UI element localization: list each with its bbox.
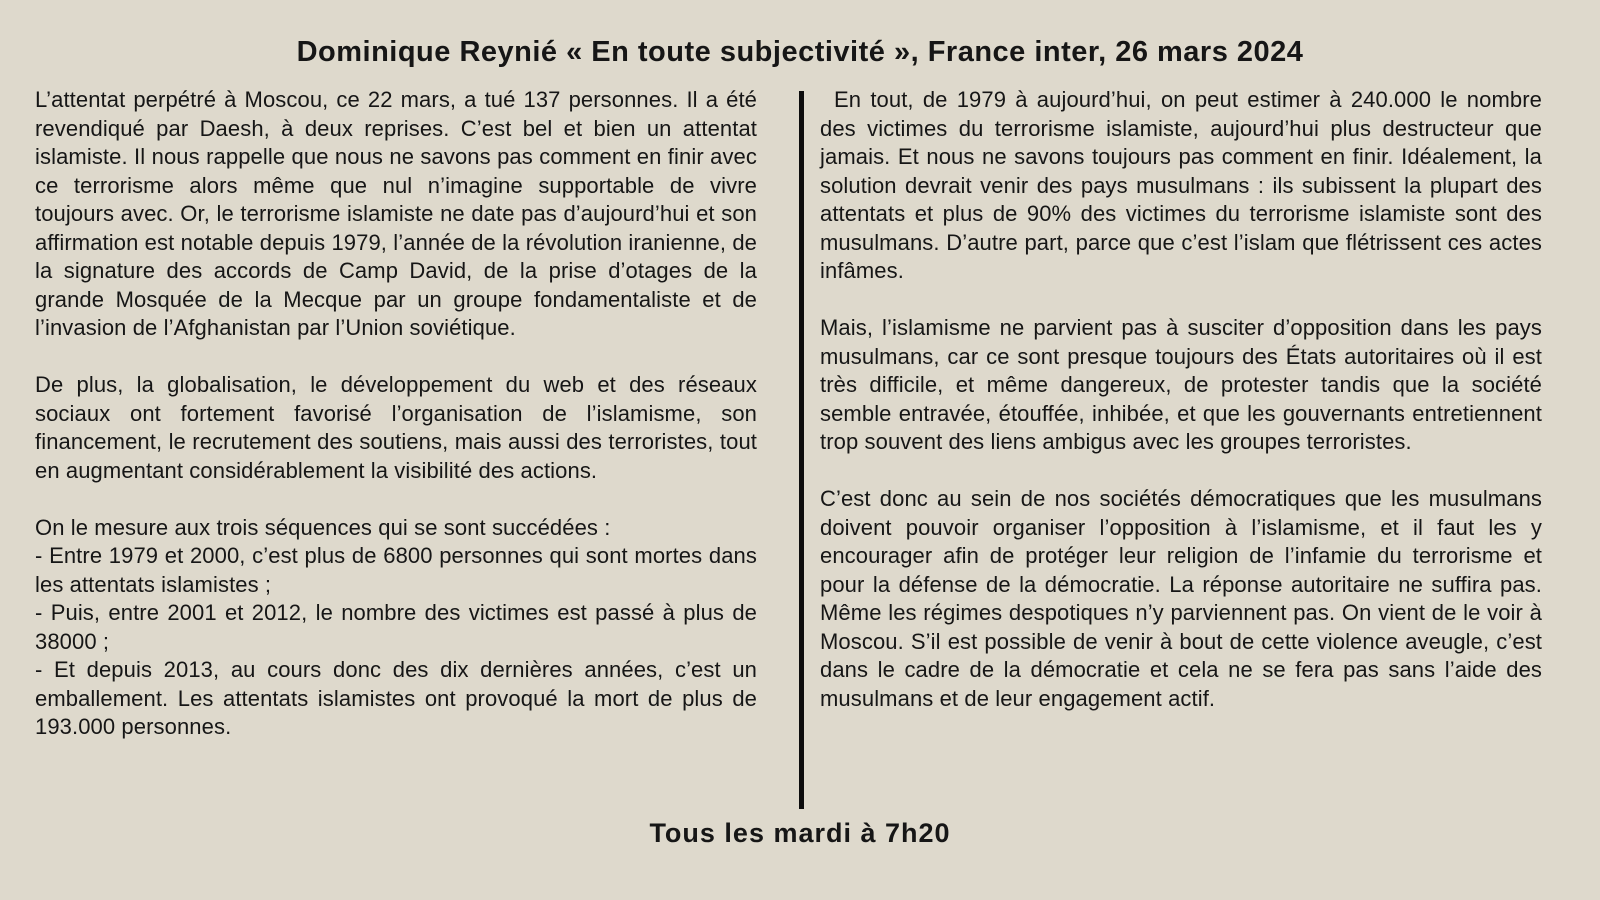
column-divider [799,91,804,809]
page-title: Dominique Reynié « En toute subjectivité », France inter, 26 mars 2024 [296,36,1304,68]
left-column [35,86,757,742]
paragraph-attack-moscow: L’attentat perpétré à Moscou, ce 22 mars, a tué 137 personnes. Il a été revendiqué par Daesh, à deux reprises. C’est bel et bien un attentat islamiste. Il nous rappelle que nous ne savons pas comment en finir avec ce terrorisme alors même que nul n’imagine supportable de vivre toujours avec. Or, le terrorisme islamiste ne date pas d’aujourd’hui et son affirmation est notable depuis 1979, l’année de la révolution iranienne, de la signature des accords de Camp David, de la prise d’otages de la grande Mosquée de la Mecque par un groupe fondamentaliste et de l’invasion de l’Afghanistan par l’Union soviétique. [35,87,757,340]
broadcast-schedule-note: Tous les mardi à 7h20 [649,818,951,848]
list-item-2001-2012: - Puis, entre 2001 et 2012, le nombre des victimes est passé à plus de 38000 ; [35,600,757,654]
list-item-depuis-2013: - Et depuis 2013, au cours donc des dix dernières années, c’est un emballement. Les attentats islamistes ont provoqué la mort de plus de 193.000 personnes. [35,657,757,739]
paragraph-opposition: Mais, l’islamisme ne parvient pas à susciter d’opposition dans les pays musulmans, car ce sont presque toujours des États autoritaires où il est très difficile, et même dangereux, de protester tandis que la société semble entravée, étouffée, inhibée, et que les gouvernants entretiennent trop souvent des liens ambigus avec les groupes terroristes. [820,315,1542,454]
paragraph-globalisation: De plus, la globalisation, le développement du web et des réseaux sociaux ont fortement favorisé l’organisation de l’islamisme, son financement, le recrutement des soutiens, mais aussi des terroristes, tout en augmentant considérablement la visibilité des actions. [35,372,757,483]
right-column [820,86,1542,713]
paragraph-democraties: C’est donc au sein de nos sociétés démocratiques que les musulmans doivent pouvoir organiser l’opposition à l’islamisme, et il faut les y encourager afin de protéger leur religion de l’infamie du terrorisme et pour la défense de la démocratie. La réponse autoritaire ne suffira pas. Même les régimes despotiques n’y parviennent pas. On vient de le voir à Moscou. S’il est possible de venir à bout de cette violence aveugle, c’est dans le cadre de la démocratie et cela ne se fera pas sans l’aide des musulmans et de leur engagement actif. [820,486,1542,711]
sequences-list [35,514,757,742]
sequences-intro: On le mesure aux trois séquences qui se sont succédées : [35,514,611,540]
paragraph-total-victims: En tout, de 1979 à aujourd’hui, on peut estimer à 240.000 le nombre des victimes du terrorisme islamiste, aujourd’hui plus destructeur que jamais. Et nous ne savons toujours pas comment en finir. Idéalement, la solution devrait venir des pays musulmans : ils subissent la plupart des attentats et plus de 90% des victimes du terrorisme islamiste sont des musulmans. D’autre part, parce que c’est l’islam que flétrissent ces actes infâmes. [820,87,1542,283]
list-item-1979-2000: - Entre 1979 et 2000, c’est plus de 6800 personnes qui sont mortes dans les attentats islamistes ; [35,543,757,597]
